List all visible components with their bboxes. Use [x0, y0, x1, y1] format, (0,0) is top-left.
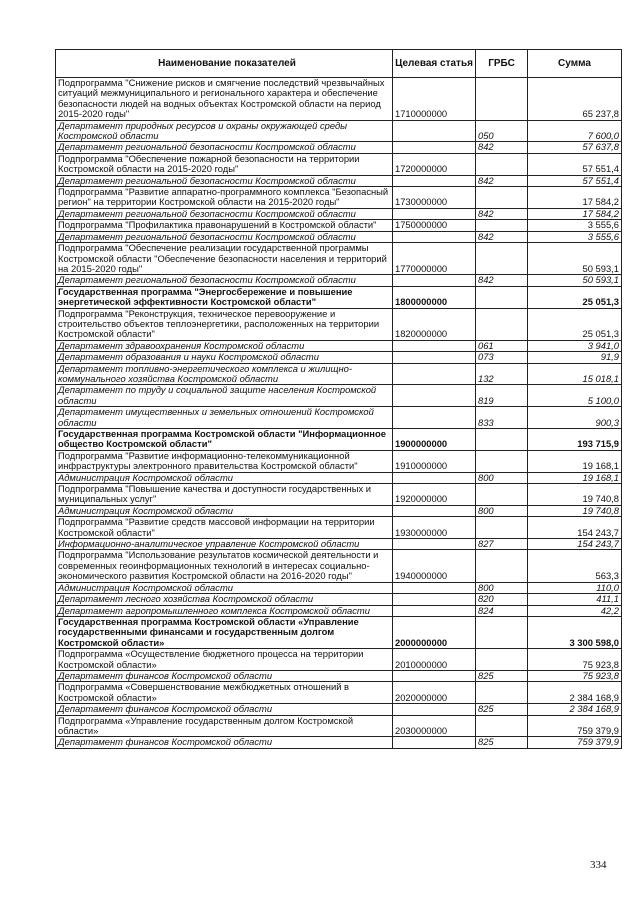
cell-article: 1770000000 [393, 243, 476, 275]
cell-name: Подпрограмма "Развитие средств массовой информации на территории Костромской области" [56, 517, 393, 539]
table-row [56, 704, 622, 715]
cell-name: Подпрограмма "Снижение рисков и смягчение последствий чрезвычайных ситуаций межмуниципального и регионального характера и обеспечение безопасности людей на водных объектах Костромской области на период 2015-2020 годы" [56, 78, 393, 121]
budget-table [55, 49, 622, 749]
cell-sum: 900,3 [528, 407, 622, 429]
cell-article [393, 472, 476, 483]
cell-sum: 7 600,0 [528, 120, 622, 142]
cell-article [393, 385, 476, 407]
cell-sum: 19 740,8 [528, 484, 622, 506]
table-row [56, 582, 622, 593]
cell-name: Департамент лесного хозяйства Костромской области [56, 594, 393, 605]
cell-sum: 411,1 [528, 594, 622, 605]
table-row [56, 208, 622, 219]
cell-name: Департамент по труду и социальной защите населения Костромской области [56, 385, 393, 407]
cell-sum: 50 593,1 [528, 275, 622, 286]
table-row [56, 429, 622, 451]
cell-grbs [476, 78, 528, 121]
cell-name: Департамент региональной безопасности Костромской области [56, 142, 393, 153]
cell-grbs: 833 [476, 407, 528, 429]
cell-article: 1800000000 [393, 286, 476, 308]
cell-article: 1940000000 [393, 550, 476, 582]
cell-name: Департамент региональной безопасности Костромской области [56, 208, 393, 219]
cell-name: Подпрограмма «Осуществление бюджетного процесса на территории Костромской области» [56, 649, 393, 671]
cell-article [393, 142, 476, 153]
cell-article: 2010000000 [393, 649, 476, 671]
cell-name: Государственная программа "Энергосбережение и повышение энергетической эффективности Костромской области" [56, 286, 393, 308]
cell-grbs [476, 450, 528, 472]
table-row [56, 243, 622, 275]
cell-article: 1720000000 [393, 153, 476, 175]
cell-name: Подпрограмма "Повышение качества и доступности государственных и муниципальных услуг" [56, 484, 393, 506]
cell-article [393, 352, 476, 363]
cell-sum: 193 715,9 [528, 429, 622, 451]
cell-grbs [476, 616, 528, 648]
table-row [56, 352, 622, 363]
cell-grbs: 800 [476, 505, 528, 516]
cell-grbs [476, 429, 528, 451]
cell-grbs [476, 649, 528, 671]
cell-article: 1820000000 [393, 308, 476, 340]
cell-article: 1910000000 [393, 450, 476, 472]
cell-article: 2020000000 [393, 682, 476, 704]
table-row [56, 286, 622, 308]
cell-sum: 42,2 [528, 605, 622, 616]
cell-grbs [476, 308, 528, 340]
cell-grbs: 842 [476, 208, 528, 219]
cell-name: Информационно-аналитическое управление Костромской области [56, 539, 393, 550]
cell-article [393, 407, 476, 429]
cell-name: Департамент природных ресурсов и охраны окружающей среды Костромской области [56, 120, 393, 142]
table-row [56, 142, 622, 153]
cell-article [393, 605, 476, 616]
table-row [56, 472, 622, 483]
table-row [56, 715, 622, 737]
table-row [56, 385, 622, 407]
table-row [56, 505, 622, 516]
cell-name: Департамент финансов Костромской области [56, 670, 393, 681]
cell-name: Департамент агропромышленного комплекса Костромской области [56, 605, 393, 616]
table-row [56, 484, 622, 506]
cell-sum: 19 168,1 [528, 472, 622, 483]
cell-article: 1930000000 [393, 517, 476, 539]
cell-sum: 3 300 598,0 [528, 616, 622, 648]
table-row [56, 517, 622, 539]
table-row [56, 594, 622, 605]
cell-name: Подпрограмма «Совершенствование межбюджетных отношений в Костромской области» [56, 682, 393, 704]
cell-article [393, 340, 476, 351]
cell-name: Подпрограмма «Управление государственным долгом Костромской области» [56, 715, 393, 737]
cell-article [393, 505, 476, 516]
cell-grbs [476, 286, 528, 308]
cell-name: Подпрограмма "Использование результатов космической деятельности и современных геоинформационных технологий в интересах социально-экономического развития Костромской области на 2016-2020 годы" [56, 550, 393, 582]
cell-article [393, 120, 476, 142]
cell-article [393, 175, 476, 186]
cell-name: Подпрограмма "Развитие информационно-телекоммуникационной инфраструктуры электронного правительства Костромской области" [56, 450, 393, 472]
cell-article [393, 363, 476, 385]
cell-name: Администрация Костромской области [56, 472, 393, 483]
table-row [56, 120, 622, 142]
cell-sum: 110,0 [528, 582, 622, 593]
cell-name: Подпрограмма "Профилактика правонарушений в Костромской области" [56, 220, 393, 231]
table-row [56, 187, 622, 209]
table-row [56, 308, 622, 340]
page-number: 334 [590, 859, 607, 871]
cell-grbs: 073 [476, 352, 528, 363]
table-row [56, 231, 622, 242]
cell-name: Департамент региональной безопасности Костромской области [56, 175, 393, 186]
cell-sum: 2 384 168,9 [528, 682, 622, 704]
cell-sum: 75 923,8 [528, 649, 622, 671]
table-row [56, 616, 622, 648]
cell-sum: 2 384 168,9 [528, 704, 622, 715]
table-row [56, 649, 622, 671]
cell-grbs: 061 [476, 340, 528, 351]
cell-sum: 563,3 [528, 550, 622, 582]
cell-sum: 25 051,3 [528, 308, 622, 340]
cell-article: 1710000000 [393, 78, 476, 121]
cell-sum: 3 555,6 [528, 231, 622, 242]
cell-name: Администрация Костромской области [56, 582, 393, 593]
cell-grbs: 827 [476, 539, 528, 550]
cell-article [393, 737, 476, 748]
table-row [56, 539, 622, 550]
cell-sum: 759 379,9 [528, 737, 622, 748]
cell-grbs: 800 [476, 472, 528, 483]
table-row [56, 275, 622, 286]
cell-grbs: 842 [476, 175, 528, 186]
cell-grbs: 800 [476, 582, 528, 593]
cell-name: Департамент финансов Костромской области [56, 704, 393, 715]
cell-grbs [476, 715, 528, 737]
table-row [56, 737, 622, 748]
cell-sum: 15 018,1 [528, 363, 622, 385]
cell-sum: 75 923,8 [528, 670, 622, 681]
header-article: Целевая статья [393, 50, 476, 78]
cell-sum: 50 593,1 [528, 243, 622, 275]
cell-grbs: 824 [476, 605, 528, 616]
cell-grbs [476, 682, 528, 704]
cell-sum: 17 584,2 [528, 208, 622, 219]
cell-sum: 19 740,8 [528, 505, 622, 516]
cell-name: Подпрограмма "Обеспечение реализации государственной программы Костромской области "Обеспечение безопасности населения и территорий на 2015-2020 годы" [56, 243, 393, 275]
cell-sum: 57 637,8 [528, 142, 622, 153]
cell-article [393, 231, 476, 242]
cell-name: Государственная программа Костромской области «Управление государственными финансами и государственным долгом Костромской области» [56, 616, 393, 648]
cell-sum: 3 941,0 [528, 340, 622, 351]
cell-article [393, 539, 476, 550]
cell-grbs [476, 484, 528, 506]
cell-sum: 57 551,4 [528, 153, 622, 175]
table-row [56, 78, 622, 121]
table-row [56, 175, 622, 186]
cell-name: Департамент образования и науки Костромской области [56, 352, 393, 363]
cell-article: 2030000000 [393, 715, 476, 737]
cell-grbs: 825 [476, 670, 528, 681]
cell-article: 1920000000 [393, 484, 476, 506]
cell-article [393, 704, 476, 715]
cell-grbs [476, 153, 528, 175]
cell-sum: 17 584,2 [528, 187, 622, 209]
cell-grbs: 842 [476, 231, 528, 242]
cell-grbs [476, 517, 528, 539]
header-grbs: ГРБС [476, 50, 528, 78]
cell-grbs: 842 [476, 142, 528, 153]
cell-name: Департамент имущественных и земельных отношений Костромской области [56, 407, 393, 429]
cell-grbs: 825 [476, 704, 528, 715]
cell-sum: 65 237,8 [528, 78, 622, 121]
cell-sum: 154 243,7 [528, 539, 622, 550]
cell-name: Государственная программа Костромской области "Информационное общество Костромской области" [56, 429, 393, 451]
cell-name: Департамент финансов Костромской области [56, 737, 393, 748]
cell-sum: 759 379,9 [528, 715, 622, 737]
cell-sum: 3 555,6 [528, 220, 622, 231]
cell-sum: 19 168,1 [528, 450, 622, 472]
cell-grbs [476, 550, 528, 582]
cell-article: 2000000000 [393, 616, 476, 648]
cell-name: Подпрограмма "Обеспечение пожарной безопасности на территории Костромской области на 2015-2020 годы" [56, 153, 393, 175]
table-header-row [56, 50, 622, 78]
table-row [56, 550, 622, 582]
cell-article [393, 582, 476, 593]
table-row [56, 670, 622, 681]
cell-article [393, 594, 476, 605]
cell-sum: 25 051,3 [528, 286, 622, 308]
cell-article [393, 275, 476, 286]
table-row [56, 450, 622, 472]
cell-grbs: 050 [476, 120, 528, 142]
cell-article [393, 208, 476, 219]
cell-grbs [476, 243, 528, 275]
cell-sum: 91,9 [528, 352, 622, 363]
cell-name: Департамент топливно-энергетического комплекса и жилищно-коммунального хозяйства Костромской области [56, 363, 393, 385]
cell-grbs: 820 [476, 594, 528, 605]
cell-grbs [476, 220, 528, 231]
cell-name: Департамент региональной безопасности Костромской области [56, 231, 393, 242]
cell-article [393, 670, 476, 681]
cell-article: 1730000000 [393, 187, 476, 209]
cell-name: Департамент региональной безопасности Костромской области [56, 275, 393, 286]
header-name: Наименование показателей [56, 50, 393, 78]
table-row [56, 682, 622, 704]
table-row [56, 153, 622, 175]
cell-sum: 154 243,7 [528, 517, 622, 539]
cell-grbs: 842 [476, 275, 528, 286]
table-row [56, 220, 622, 231]
cell-sum: 57 551,4 [528, 175, 622, 186]
table-row [56, 363, 622, 385]
table-row [56, 340, 622, 351]
cell-grbs: 825 [476, 737, 528, 748]
cell-grbs: 819 [476, 385, 528, 407]
header-sum: Сумма [528, 50, 622, 78]
table-row [56, 407, 622, 429]
cell-article: 1750000000 [393, 220, 476, 231]
cell-grbs: 132 [476, 363, 528, 385]
cell-article: 1900000000 [393, 429, 476, 451]
cell-name: Департамент здравоохранения Костромской области [56, 340, 393, 351]
cell-name: Подпрограмма "Развитие аппаратно-программного комплекса "Безопасный регион" на территории Костромской области на 2015-2020 годы" [56, 187, 393, 209]
table-row [56, 605, 622, 616]
cell-name: Подпрограмма "Реконструкция, техническое перевооружение и строительство объектов теплоэнергетики, расположенных на территории Костромской области" [56, 308, 393, 340]
cell-grbs [476, 187, 528, 209]
cell-name: Администрация Костромской области [56, 505, 393, 516]
cell-sum: 5 100,0 [528, 385, 622, 407]
